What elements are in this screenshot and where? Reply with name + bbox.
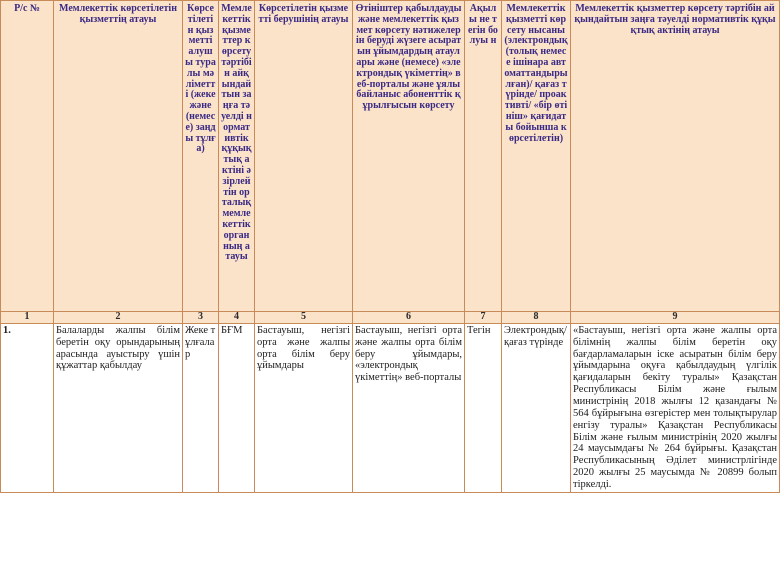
header-cell-fee: Ақылы не тегін болуы н bbox=[465, 1, 502, 312]
service-name-cell: Балаларды жалпы білім беретін оқу орындарының арасында ауыстыру үшін құжаттар қабылдау bbox=[54, 323, 183, 492]
header-cell-recipient: Көрсетілетін қызметті алушы туралы мәліметті (жеке және (немесе) заңды тұлға) bbox=[183, 1, 219, 312]
fee-cell: Тегін bbox=[465, 323, 502, 492]
header-cell-service-name: Мемлекеттік көрсетілетін қызметтің атауы bbox=[54, 1, 183, 312]
provider-cell: Бастауыш, негізгі орта және жалпы орта білім беру ұйымдары bbox=[255, 323, 353, 492]
header-cell-acceptance-orgs: Өтініштер қабылдауды және мемлекеттік қызмет көрсету нәтижелерін беруді жүзеге асыратын ұйымдардың атаулары және (немесе) «электрондық үкіметтің» веб-порталы және ұялы байланыс абоненттік құрылғысын көрсету bbox=[353, 1, 465, 312]
header-cell-legal-act: Мемлекеттік қызметтер көрсету тәртібін айқындайтын заңға тәуелді нормативтік құқықтық актінің атауы bbox=[571, 1, 780, 312]
column-number: 5 bbox=[255, 312, 353, 324]
recipient-cell: Жеке тұлғалар bbox=[183, 323, 219, 492]
header-cell-developer-body: Мемлекеттік қызметтер көрсету тәртібін айқындайтын заңға тәуелді нормативтік құқықтық актіні әзірлейтін орталық мемлекеттік органның атауы bbox=[219, 1, 255, 312]
acceptance-orgs-cell: Бастауыш, негізгі орта және жалпы орта білім беру ұйымдары, «электрондық үкіметтің» веб-порталы bbox=[353, 323, 465, 492]
header-row bbox=[1, 1, 780, 312]
column-number: 8 bbox=[502, 312, 571, 324]
column-number: 7 bbox=[465, 312, 502, 324]
column-number: 2 bbox=[54, 312, 183, 324]
header-cell-provider: Көрсетілетін қызметті берушінің атауы bbox=[255, 1, 353, 312]
column-number: 6 bbox=[353, 312, 465, 324]
form-cell: Электрондық/қағаз түрінде bbox=[502, 323, 571, 492]
table-row bbox=[1, 323, 780, 492]
column-number: 1 bbox=[1, 312, 54, 324]
column-number-row bbox=[1, 312, 780, 324]
header-cell-form: Мемлекеттік қызметті көрсету нысаны (электрондық (толық немесе ішінара автоматтандырылған)/ қағаз түрінде/ проактивті/ «бір өтініш» қағидаты бойынша көрсетілетін) bbox=[502, 1, 571, 312]
legal-act-cell: «Бастауыш, негізгі орта және жалпы орта білімнің жалпы білім беретін оқу бағдарламаларын іске асыратын білім беру ұйымдарына оқуға қабылдаудың үлгілік қағидаларын бекіту туралы» Қазақстан Республикасы Білім және ғылым министрінің 2018 жылғы 12 қазандағы № 564 бұйрығына өзгерістер мен толықтырулар енгізу туралы» Қазақстан Республикасы Білім және ғылым министрінің 2020 жылғы 24 маусымдағы № 264 бұйрығы. Қазақстан Республикасының Әділет министрлігінде 2020 жылғы 25 маусымда № 20899 болып тіркелді. bbox=[571, 323, 780, 492]
row-number: 1. bbox=[1, 323, 54, 492]
header-cell-number: Р/с № bbox=[1, 1, 54, 312]
developer-body-cell: БҒМ bbox=[219, 323, 255, 492]
column-number: 3 bbox=[183, 312, 219, 324]
column-number: 9 bbox=[571, 312, 780, 324]
column-number: 4 bbox=[219, 312, 255, 324]
